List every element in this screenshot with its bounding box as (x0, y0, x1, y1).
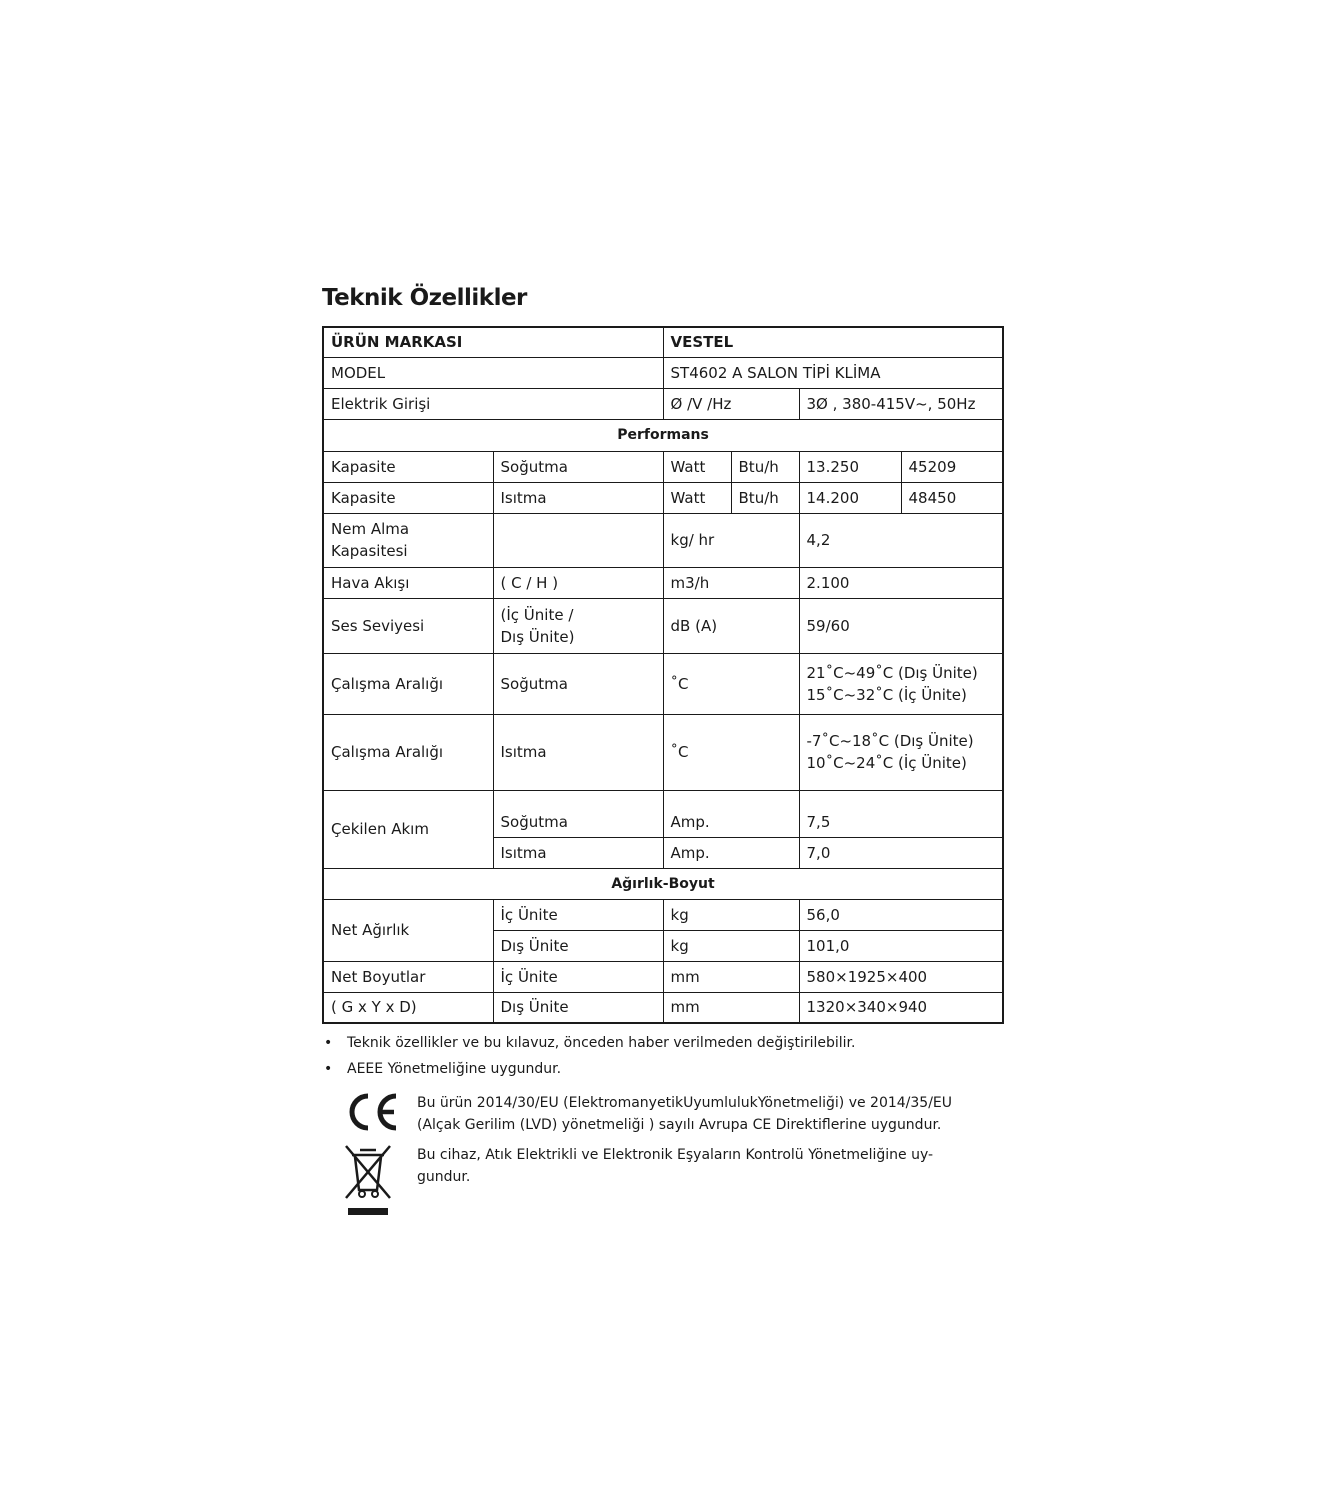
cap-heat-unit2: Btu/h (731, 482, 799, 513)
sound-mode-line2: Dış Ünite) (500, 627, 575, 646)
cap-cool-mode: Soğutma (493, 451, 663, 482)
dims-label2: ( G x Y x D) (323, 992, 493, 1023)
cap-cool-v1: 13.250 (799, 451, 901, 482)
cap-heat-v2: 48450 (901, 482, 1003, 513)
range-cool-line1: 21˚C~49˚C (Dış Ünite) (806, 663, 978, 682)
cap-heat-v1: 14.200 (799, 482, 901, 513)
current-mode1: Soğutma (493, 790, 663, 837)
weight-label: Net Ağırlık (323, 899, 493, 961)
spec-document (322, 282, 1002, 1220)
spec-table (322, 326, 1004, 1024)
notes-list (322, 1030, 1002, 1082)
sound-value: 59/60 (799, 598, 1003, 653)
brand-label: ÜRÜN MARKASI (323, 327, 663, 357)
performance-header: Performans (323, 419, 1003, 451)
current-unit1: Amp. (663, 790, 799, 837)
range-cool-mode: Soğutma (493, 653, 663, 714)
cap-heat-mode: Isıtma (493, 482, 663, 513)
dehum-label (323, 513, 493, 567)
ce-text-line2: (Alçak Gerilim (LVD) yönetmeliği ) sayılı Avrupa CE Direktiflerine uygundur. (417, 1117, 942, 1133)
table-row (323, 513, 1003, 567)
cap-heat-unit1: Watt (663, 482, 731, 513)
bullet: • (324, 1035, 333, 1051)
cap-cool-unit2: Btu/h (731, 451, 799, 482)
table-row (323, 451, 1003, 482)
range-cool-unit: ˚C (663, 653, 799, 714)
table-row (323, 598, 1003, 653)
table-row (323, 961, 1003, 992)
weight-mode2: Dış Ünite (493, 930, 663, 961)
current-unit2: Amp. (663, 837, 799, 868)
airflow-value: 2.100 (799, 567, 1003, 598)
current-label: Çekilen Akım (323, 790, 493, 868)
range-heat-line2: 10˚C~24˚C (İç Ünite) (806, 754, 967, 772)
weight-v1: 56,0 (799, 899, 1003, 930)
dims-mode2: Dış Ünite (493, 992, 663, 1023)
sound-label: Ses Seviyesi (323, 598, 493, 653)
dehum-mode (493, 513, 663, 567)
range-heat-line1: -7˚C~18˚C (Dış Ünite) (806, 732, 974, 750)
ce-text-line1: Bu ürün 2014/30/EU (ElektromanyetikUyumlulukYönetmeliği) ve 2014/35/EU (417, 1095, 953, 1111)
table-row (323, 790, 1003, 837)
ce-text (417, 1092, 1007, 1136)
table-row (323, 357, 1003, 388)
table-row (323, 868, 1003, 899)
dehum-value: 4,2 (799, 513, 1003, 567)
table-row (323, 327, 1003, 357)
dehum-label-line2: Kapasitesi (331, 542, 408, 560)
airflow-mode: ( C / H ) (493, 567, 663, 598)
dims-v1: 580×1925×400 (799, 961, 1003, 992)
airflow-unit: m3/h (663, 567, 799, 598)
page-title: Teknik Özellikler (322, 285, 527, 311)
table-row (323, 419, 1003, 451)
dehum-unit: kg/ hr (663, 513, 799, 567)
sound-unit: dB (A) (663, 598, 799, 653)
bullet: • (324, 1061, 333, 1077)
table-row (323, 992, 1003, 1023)
sound-mode (493, 598, 663, 653)
airflow-label: Hava Akışı (323, 567, 493, 598)
dehum-label-line1: Nem Alma (331, 520, 410, 538)
range-heat-value (799, 714, 1003, 790)
dims-v2: 1320×340×940 (799, 992, 1003, 1023)
list-item (322, 1056, 1002, 1082)
range-heat-label: Çalışma Aralığı (323, 714, 493, 790)
ce-mark-icon (344, 1090, 404, 1134)
ce-compliance (322, 1090, 1002, 1140)
current-mode2: Isıtma (493, 837, 663, 868)
dims-label1: Net Boyutlar (323, 961, 493, 992)
range-cool-line2: 15˚C~32˚C (İç Ünite) (806, 685, 967, 704)
crossed-bin-icon (342, 1144, 394, 1218)
cap-heat-label: Kapasite (323, 482, 493, 513)
weight-unit1: kg (663, 899, 799, 930)
table-row (323, 899, 1003, 930)
dims-unit1: mm (663, 961, 799, 992)
range-cool-label: Çalışma Aralığı (323, 653, 493, 714)
cap-cool-v2: 45209 (901, 451, 1003, 482)
table-row (323, 653, 1003, 714)
power-unit: Ø /V /Hz (663, 388, 799, 419)
weight-mode1: İç Ünite (493, 899, 663, 930)
table-row (323, 567, 1003, 598)
range-heat-mode: Isıtma (493, 714, 663, 790)
model-value: ST4602 A SALON TİPİ KLİMA (663, 357, 1003, 388)
weight-header: Ağırlık-Boyut (323, 868, 1003, 899)
cap-cool-label: Kapasite (323, 451, 493, 482)
weight-v2: 101,0 (799, 930, 1003, 961)
table-row (323, 714, 1003, 790)
range-heat-unit: ˚C (663, 714, 799, 790)
weee-compliance (322, 1144, 1002, 1220)
weight-unit2: kg (663, 930, 799, 961)
dims-mode1: İç Ünite (493, 961, 663, 992)
model-label: MODEL (323, 357, 663, 388)
sound-mode-line1: (İç Ünite / (500, 605, 574, 624)
weee-text-line2: gundur. (417, 1169, 471, 1185)
power-value: 3Ø , 380-415V~, 50Hz (799, 388, 1003, 419)
table-row (323, 482, 1003, 513)
note-text: Teknik özellikler ve bu kılavuz, önceden haber verilmeden değiştirilebilir. (347, 1035, 856, 1051)
table-row (323, 388, 1003, 419)
weee-text (417, 1144, 987, 1188)
dims-unit2: mm (663, 992, 799, 1023)
weee-text-line1: Bu cihaz, Atık Elektrikli ve Elektronik Eşyaların Kontrolü Yönetmeliğine uy- (417, 1147, 934, 1163)
current-v2: 7,0 (799, 837, 1003, 868)
cap-cool-unit1: Watt (663, 451, 731, 482)
range-cool-value (799, 653, 1003, 714)
current-v1: 7,5 (799, 790, 1003, 837)
list-item (322, 1030, 1002, 1056)
brand-value: VESTEL (663, 327, 1003, 357)
note-text: AEEE Yönetmeliğine uygundur. (347, 1061, 562, 1077)
power-label: Elektrik Girişi (323, 388, 663, 419)
